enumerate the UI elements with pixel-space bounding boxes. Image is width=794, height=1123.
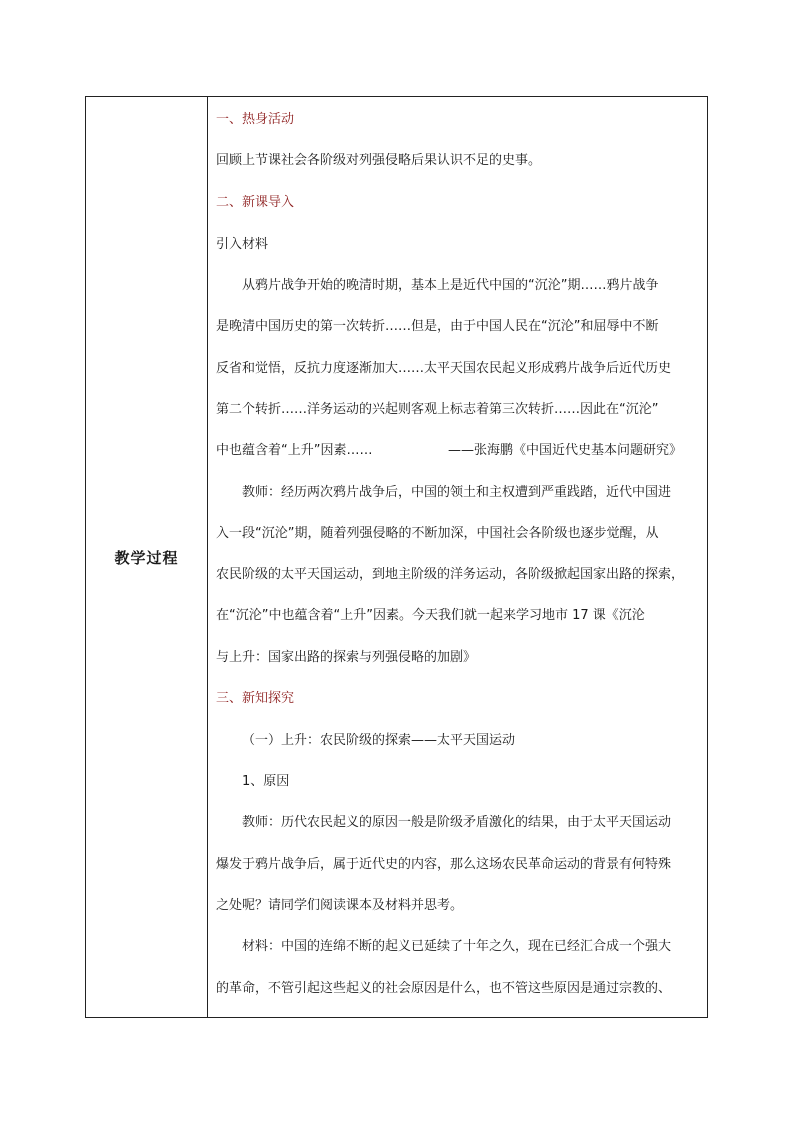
quote-line: 反省和觉悟，反抗力度逐渐加大……太平天国农民起义形成鸦片战争后近代历史 (216, 361, 672, 376)
subheading-cause: 1、原因 (242, 774, 290, 789)
heading-explore: 三、新知探究 (216, 691, 295, 706)
quote-line: 从鸦片战争开始的晚清时期，基本上是近代中国的“沉沦”期……鸦片战争 (242, 278, 659, 293)
intro-text: 引入材料 (216, 237, 269, 252)
content-cell (208, 97, 707, 1017)
teacher-line: 农民阶级的太平天国运动，到地主阶级的洋务运动，各阶级掀起国家出路的探索， (216, 567, 685, 582)
teacher-line: 教师：经历两次鸦片战争后，中国的领土和主权遭到严重践踏，近代中国进 (242, 485, 672, 500)
heading-warmup: 一、热身活动 (216, 112, 295, 127)
teacher-line: 入一段“沉沦”期，随着列强侵略的不断加深，中国社会各阶级也逐步觉醒，从 (216, 526, 659, 541)
teacher2-line: 爆发于鸦片战争后，属于近代史的内容，那么这场农民革命运动的背景有何特殊 (216, 857, 672, 872)
row-label-cell (86, 97, 208, 1017)
subheading-taiping: （一）上升：农民阶级的探索——太平天国运动 (242, 733, 516, 748)
quote-line: 是晚清中国历史的第一次转折……但是，由于中国人民在“沉沦”和屈辱中不断 (216, 319, 659, 334)
teacher-line: 在“沉沦”中也蕴含着“上升”因素。今天我们就一起来学习地市 17 课《沉沦 (216, 608, 645, 623)
material-line: 的革命，不管引起这些起义的社会原因是什么，也不管这些原因是通过宗教的、 (216, 981, 672, 996)
teacher2-line: 之处呢？请同学们阅读课本及材料并思考。 (216, 898, 464, 913)
quote-line: 第二个转折……洋务运动的兴起则客观上标志着第三次转折……因此在“沉沦” (216, 402, 659, 417)
teacher2-line: 教师：历代农民起义的原因一般是阶级矛盾激化的结果，由于太平天国运动 (242, 815, 672, 830)
warmup-text: 回顾上节课社会各阶级对列强侵略后果认识不足的史事。 (216, 153, 542, 168)
teacher-line: 与上升：国家出路的探索与列强侵略的加剧》 (216, 650, 477, 665)
lesson-table (85, 96, 708, 1018)
quote-source: ——张海鹏《中国近代史基本问题研究》 (448, 443, 683, 458)
quote-line-last: 中也蕴含着“上升”因素…… (216, 443, 373, 458)
row-label: 教学过程 (114, 548, 179, 567)
heading-intro: 二、新课导入 (216, 195, 295, 210)
material-line: 材料：中国的连绵不断的起义已延续了十年之久，现在已经汇合成一个强大 (242, 939, 672, 954)
